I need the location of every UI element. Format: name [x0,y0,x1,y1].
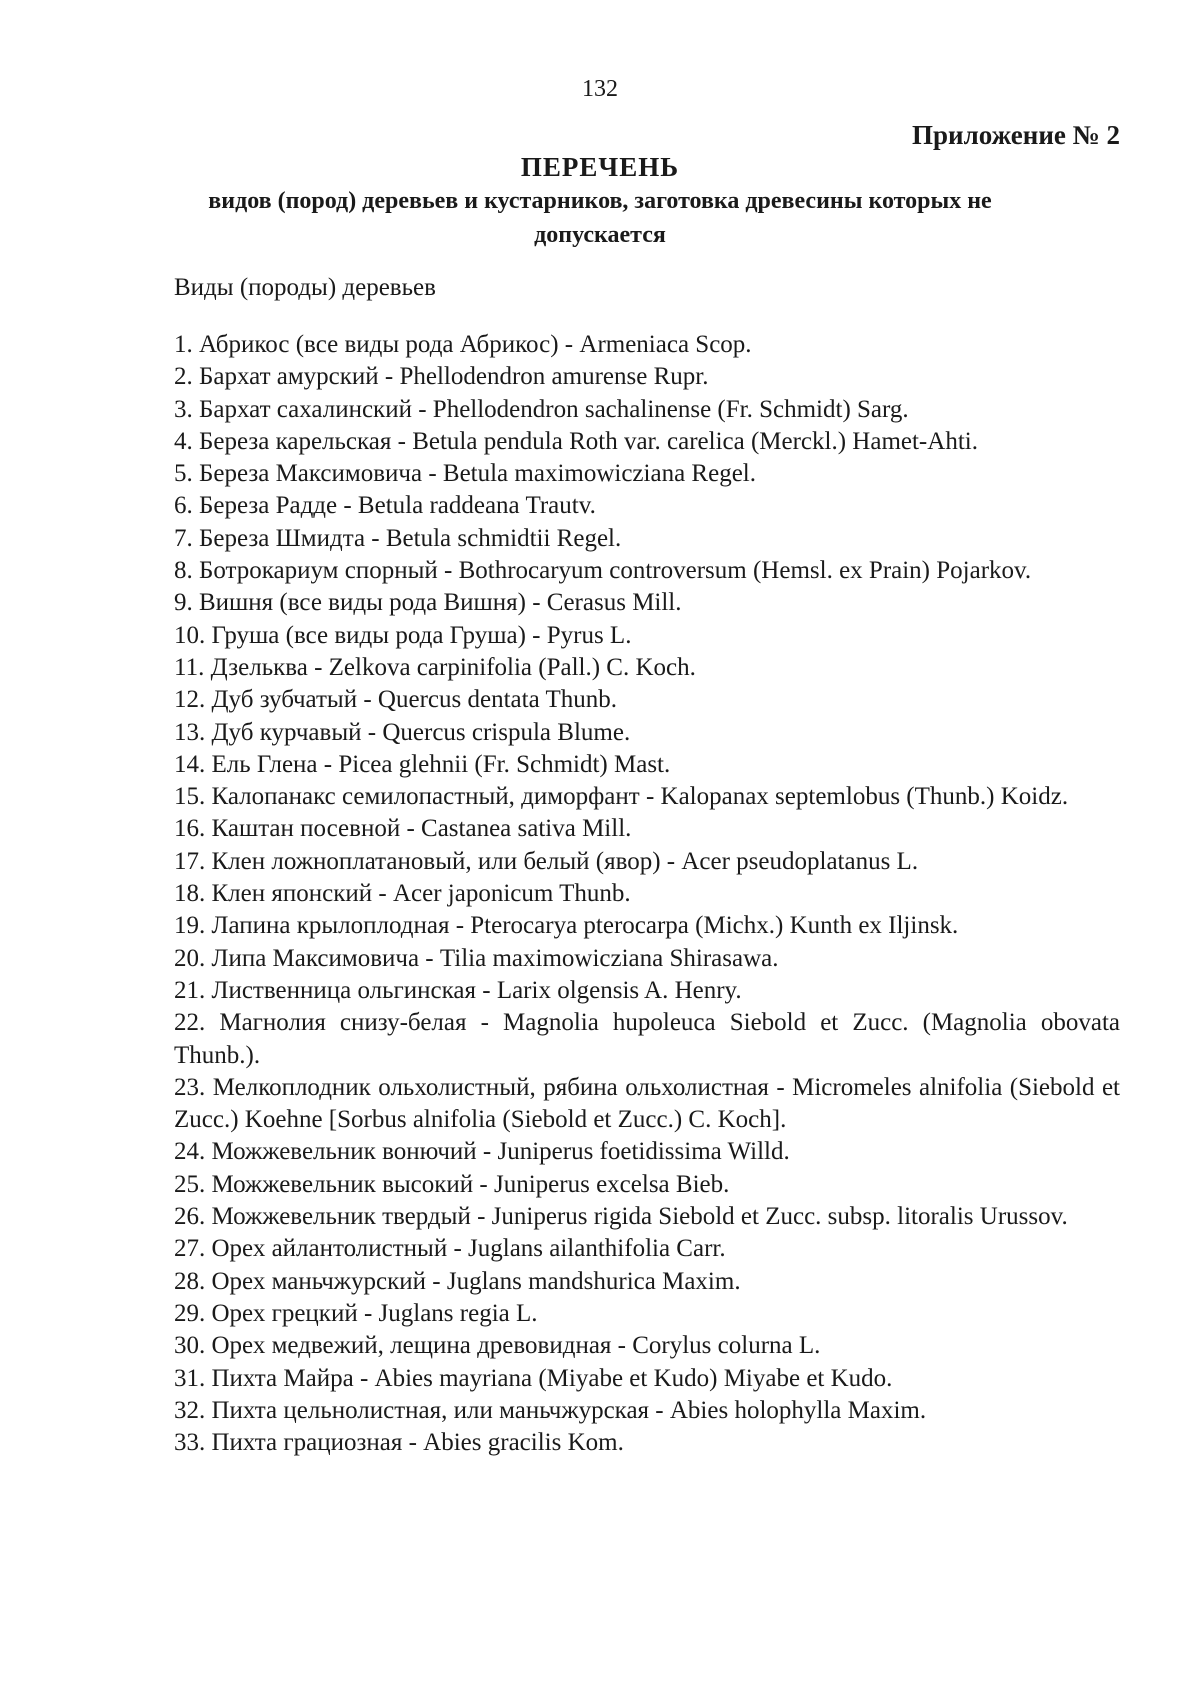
list-item: 15. Калопанакс семилопастный, диморфант - Kalopanax septemlobus (Thunb.) Koidz. [174,783,1069,811]
list-item: 18. Клен японский - Acer japonicum Thunb. [174,880,631,908]
page-number: 132 [582,76,618,102]
list-item: 19. Лапина крылоплодная - Pterocarya pterocarpa (Michx.) Kunth ex Iljinsk. [174,912,959,940]
list-item: 9. Вишня (все виды рода Вишня) - Cerasus Mill. [174,589,682,617]
list-item: 10. Груша (все виды рода Груша) - Pyrus L. [174,621,632,649]
list-item: 11. Дзельква - Zelkova carpinifolia (Pall.) C. Koch. [174,653,696,681]
list-item: 7. Береза Шмидта - Betula schmidtii Regel. [174,524,622,552]
document-subtitle: видов (пород) деревьев и кустарников, заготовка древесины которых не допускается [208,188,992,248]
list-item: 22. Магнолия снизу-белая - Magnolia hupoleuca Siebold et Zucc. (Magnolia obovata Thunb.). [174,1009,1120,1069]
list-item: 24. Можжевельник вонючий - Juniperus foetidissima Willd. [174,1138,790,1166]
list-item: 3. Бархат сахалинский - Phellodendron sachalinense (Fr. Schmidt) Sarg. [174,395,909,423]
title-block [0,150,1200,252]
list-item: 20. Липа Максимовича - Tilia maximowicziana Shirasawa. [174,944,779,972]
document-title: ПЕРЕЧЕНЬ [520,152,680,182]
list-item: 29. Орех грецкий - Juglans regia L. [174,1299,538,1327]
list-item: 23. Мелкоплодник ольхолистный, рябина ольхолистная - Micromeles alnifolia (Siebold et Zucc.) Koehne [Sorbus alnifolia (Siebold et Zucc.) C. Koch]. [174,1073,1120,1134]
list-item: 6. Береза Радде - Betula raddeana Trautv. [174,492,596,520]
list-item: 1. Абрикос (все виды рода Абрикос) - Armeniaca Scop. [174,331,752,358]
list-item: 25. Можжевельник высокий - Juniperus excelsa Bieb. [174,1170,730,1198]
list-item: 2. Бархат амурский - Phellodendron amurense Rupr. [174,363,709,391]
list-item: 14. Ель Глена - Picea glehnii (Fr. Schmidt) Mast. [174,750,671,778]
section-heading: Виды (породы) деревьев [174,274,436,301]
list-item: 33. Пихта грациозная - Abies gracilis Kom. [174,1429,624,1457]
list-item: 32. Пихта цельнолистная, или маньчжурская - Abies holophylla Maxim. [174,1396,927,1424]
list-item: 27. Орех айлантолистный - Juglans ailanthifolia Carr. [174,1235,726,1263]
appendix-label: Приложение № 2 [912,120,1120,150]
list-item: 5. Береза Максимовича - Betula maximowicziana Regel. [174,460,756,488]
list-item: 16. Каштан посевной - Castanea sativa Mill. [174,815,632,843]
list-item: 17. Клен ложноплатановый, или белый (явор) - Acer pseudoplatanus L. [174,847,919,875]
list-item: 26. Можжевельник твердый - Juniperus rigida Siebold et Zucc. subsp. litoralis Urussov. [174,1203,1068,1231]
list-item: 28. Орех маньчжурский - Juglans mandshurica Maxim. [174,1267,741,1295]
list-item: 12. Дуб зубчатый - Quercus dentata Thunb. [174,686,617,714]
list-item: 8. Ботрокариум спорный - Bothrocaryum controversum (Hemsl. ex Prain) Pojarkov. [174,557,1032,585]
list-item: 30. Орех медвежий, лещина древовидная - Corylus colurna L. [174,1332,821,1360]
species-list [174,329,1120,1459]
list-item: 13. Дуб курчавый - Quercus crispula Blume. [174,718,631,746]
list-item: 21. Лиственница ольгинская - Larix olgensis A. Henry. [174,976,742,1004]
list-item: 31. Пихта Майра - Abies mayriana (Miyabe et Kudo) Miyabe et Kudo. [174,1364,893,1392]
list-item: 4. Береза карельская - Betula pendula Roth var. carelica (Merckl.) Hamet-Ahti. [174,427,978,455]
